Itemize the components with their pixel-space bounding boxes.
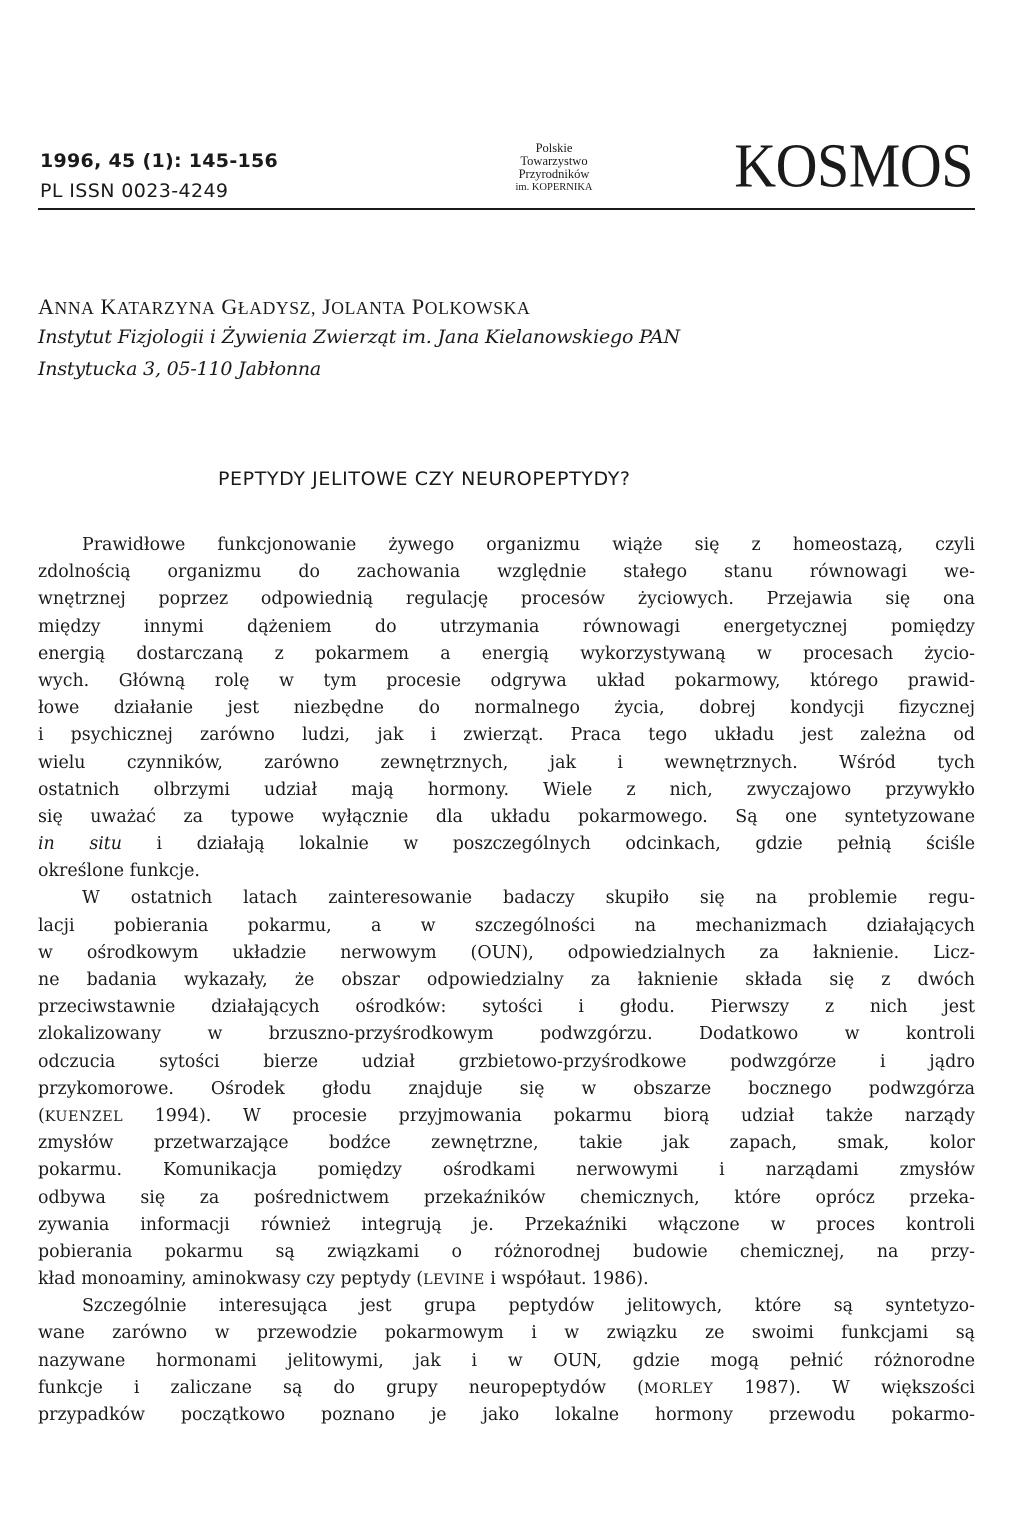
paragraph xyxy=(38,532,975,885)
text-line: wielu czynników, zarówno zewnętrznych, jak i wewnętrznych. Wśród tych xyxy=(38,752,975,773)
text-line: przeciwstawnie działających ośrodków: sytości i głodu. Pierwszy z nich jest xyxy=(38,997,975,1018)
text-line: zlokalizowany w brzuszno-przyśrodkowym podwzgórzu. Dodatkowo w kontroli xyxy=(38,1024,975,1045)
text-line: między innymi dążeniem do utrzymania równowagi energetycznej pomiędzy xyxy=(38,616,975,637)
text-line xyxy=(38,1266,975,1293)
text-line: Szczególnie interesująca jest grupa peptydów jelitowych, które są syntetyzo- xyxy=(82,1296,975,1317)
text-span: i współaut. 1986). xyxy=(484,1269,649,1290)
article-title: PEPTYDY JELITOWE CZY NEUROPEPTYDY? xyxy=(218,468,631,490)
journal-title: KOSMOS xyxy=(734,130,973,201)
text-line: i psychicznej zarówno ludzi, jak i zwierząt. Praca tego układu jest zależna od xyxy=(38,725,975,746)
text-line: zdolnością organizmu do zachowania względnie stałego stanu równowagi we- xyxy=(38,562,975,583)
text-line: wnętrznej poprzez odpowiednią regulację procesów życiowych. Przejawia się ona xyxy=(38,589,975,610)
paragraph xyxy=(38,885,975,1293)
text-line: energią dostarczaną z pokarmem a energią wykorzystywaną w procesach życio- xyxy=(38,643,975,664)
text-line: nazywane hormonami jelitowymi, jak i w OUN, gdzie mogą pełnić różnorodne xyxy=(38,1350,975,1371)
text-line xyxy=(38,831,975,858)
text-span: ). W procesie przyjmowania pokarmu biorą udział także narządy xyxy=(198,1105,975,1126)
society-line: Przyrodników xyxy=(518,167,590,181)
text-line: pokarmu. Komunikacja pomiędzy ośrodkami nerwowymi i narządami zmysłów xyxy=(38,1160,975,1181)
citation-author: MORLEY xyxy=(643,1380,714,1397)
text-span: i działają lokalnie w poszczególnych odcinkach, gdzie pełnią ściśle xyxy=(122,834,975,855)
text-line: W ostatnich latach zainteresowanie badaczy skupiło się na problemie regu- xyxy=(82,888,975,909)
header-rule xyxy=(38,208,975,210)
article-body xyxy=(38,532,975,1429)
text-line: łowe działanie jest niezbędne do normalnego życia, dobrej kondycji fizycznej xyxy=(38,698,975,719)
society-logo-text xyxy=(489,142,619,194)
text-line: zywania informacji również integrują je. Przekaźniki włączone w proces kontroli xyxy=(38,1214,975,1235)
text-line: przykomorowe. Ośrodek głodu znajduje się w obszarze bocznego podwzgórza xyxy=(38,1078,975,1099)
citation-author: KUENZEL xyxy=(44,1108,124,1125)
text-line: określone funkcje. xyxy=(38,861,200,882)
text-line: odczucia sytości bierze udział grzbietowo-przyśrodkowe podwzgórze i jądro xyxy=(38,1051,975,1072)
affiliation-institute: Instytut Fizjologii i Żywienia Zwierząt im. Jana Kielanowskiego PAN xyxy=(38,326,680,348)
text-line: lacji pobierania pokarmu, a w szczególności na mechanizmach działających xyxy=(38,915,975,936)
authors xyxy=(38,294,530,320)
text-line: pobierania pokarmu są związkami o różnorodnej budowie chemicznej, na przy- xyxy=(38,1241,975,1262)
affiliation-address: Instytucka 3, 05-110 Jabłonna xyxy=(38,358,322,380)
text-line: Prawidłowe funkcjonowanie żywego organizmu wiąże się z homeostazą, czyli xyxy=(82,535,975,555)
society-line: im. KOPERNIKA xyxy=(515,182,593,193)
paragraph xyxy=(38,1293,975,1429)
society-line: Towarzystwo xyxy=(520,154,588,168)
text-line: odbywa się za pośrednictwem przekaźników chemicznych, które oprócz przeka- xyxy=(38,1187,975,1208)
issn: PL ISSN 0023-4249 xyxy=(40,180,229,202)
society-line: Polskie xyxy=(535,141,573,155)
text-line: przypadków początkowo poznano je jako lokalne hormony przewodu pokarmo- xyxy=(38,1405,975,1425)
text-line: wych. Główną rolę w tym procesie odgrywa układ pokarmowy, którego prawid- xyxy=(38,670,975,691)
text-line: ne badania wykazały, że obszar odpowiedzialny za łaknienie składa się z dwóch xyxy=(38,970,975,990)
text-span: kład monoaminy, aminokwasy czy peptydy ( xyxy=(38,1269,424,1290)
text-span: 1987). W większości xyxy=(713,1377,975,1398)
in-situ-term: in situ xyxy=(38,834,122,855)
citation-year: 1994 xyxy=(154,1105,199,1126)
citation: 1996, 45 (1): 145-156 xyxy=(40,150,279,172)
text-line: w ośrodkowym układzie nerwowym (OUN), odpowiedzialnych za łaknienie. Licz- xyxy=(38,942,975,963)
text-line: (KUENZEL 1994). W procesie przyjmowania pokarmu biorą udział także narządy xyxy=(38,1105,975,1126)
text-line: się uważać za typowe wyłącznie dla układu pokarmowego. Są one syntetyzowane xyxy=(38,806,975,827)
text-line: wane zarówno w przewodzie pokarmowym i w związku ze swoimi funkcjami są xyxy=(38,1323,975,1344)
text-line: zmysłów przetwarzające bodźce zewnętrzne, takie jak zapach, smak, kolor xyxy=(38,1133,975,1154)
authors-text: ANNA KATARZYNA GŁADYSZ, JOLANTA POLKOWSKA xyxy=(38,294,531,319)
citation-author: LEVINE xyxy=(423,1272,485,1289)
text-line: ostatnich olbrzymi udział mają hormony. Wiele z nich, zwyczajowo przywykło xyxy=(38,779,975,800)
journal-header xyxy=(38,130,975,210)
text-line xyxy=(38,1375,975,1402)
text-span: funkcje i zaliczane są do grupy neuropeptydów ( xyxy=(38,1377,644,1398)
